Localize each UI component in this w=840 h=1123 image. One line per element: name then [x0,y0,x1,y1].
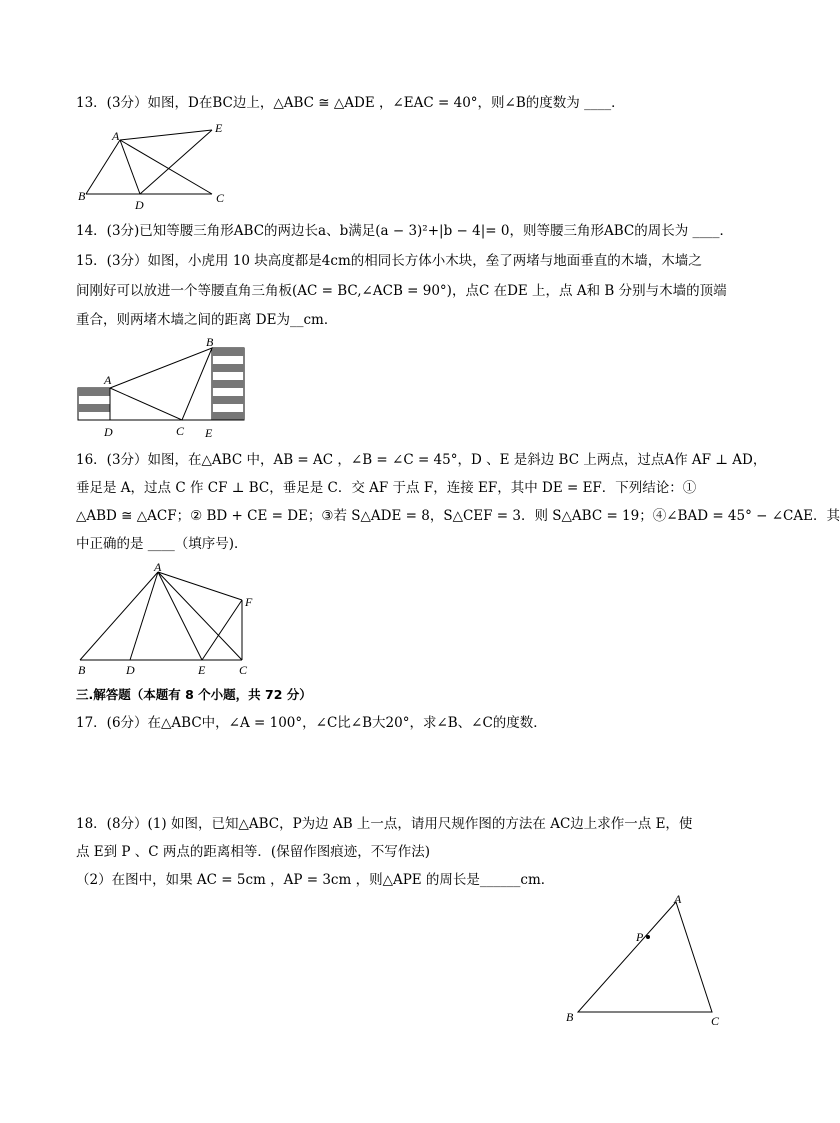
q15-line1: 15．(3分）如图，小虎用 10 块高度都是4cm的相同长方体小木块，垒了两堵与地面垂直的木墙，木墙之 [76,253,702,269]
q15-label-d: D [104,425,113,439]
q18-point-p [646,935,650,939]
q16-line3: △ABD ≅ △ACF；② BD + CE = DE；③若 S△ADE = 8，S△CEF = 3．则 S△ABC = 19；④∠BAD = 45° − ∠CAE．其 [76,508,840,524]
q16-figure [72,562,272,680]
q18-line2: 点 E到 P 、C 两点的距离相等．(保留作图痕迹，不写作法) [76,844,430,860]
q16-line2: 垂足是 A，过点 C 作 CF ⊥ BC，垂足是 C．交 AF 于点 F，连接 EF，其中 DE = EF．下列结论：① [76,480,697,496]
q15-figure [74,334,254,442]
q16-label-c: C [239,663,248,677]
q18-figure [560,890,730,1030]
q16-label-f: F [245,595,253,609]
q13-figure [72,118,242,212]
q18-label-p: P [636,930,644,944]
q13-label-b: B [78,189,86,203]
q15-label-b: B [206,335,214,349]
q16-label-e: E [198,663,206,677]
q14-text: 14．(3分)已知等腰三角形ABC的两边长a、b满足(a − 3)²+|b − 4|= 0，则等腰三角形ABC的周长为 ____． [76,223,733,239]
q18-label-b: B [566,1010,574,1024]
q16-line4: 中正确的是 ____（填序号)． [76,536,248,552]
q18-label-c: C [711,1014,720,1028]
q13-label-d: D [135,198,144,212]
q18-line1: 18．(8分）(1) 如图，已知△ABC，P为边 AB 上一点，请用尺规作图的方法在 AC边上求作一点 E，使 [76,816,693,832]
q13-label-e: E [215,121,223,135]
q18-label-a: A [674,892,682,906]
q15-label-a: A [104,373,112,387]
q13-label-a: A [112,129,120,143]
q15-line3: 重合，则两堵木墙之间的距离 DE为__cm． [76,312,338,328]
q13-text: 13．(3分）如图，D在BC边上，△ABC ≅ △ADE ，∠EAC = 40°，则∠B的度数为 ____． [76,95,625,111]
q15-line2: 间刚好可以放进一个等腰直角三角板(AC = BC,∠ACB = 90°)，点C 在DE 上，点 A和 B 分别与木墙的顶端 [76,283,727,299]
q16-label-a: A [154,560,162,574]
q13-label-c: C [216,191,225,205]
q16-label-d: D [126,663,135,677]
q16-line1: 16．(3分）如图，在△ABC 中，AB = AC ，∠B = ∠C = 45°，D 、E 是斜边 BC 上两点，过点A作 AF ⊥ AD， [76,452,767,468]
q15-label-e: E [205,426,213,440]
q18-line3: （2）在图中，如果 AC = 5cm ，AP = 3cm ，则△APE 的周长是______cm． [76,872,555,888]
section-title: 三.解答题（本题有 8 个小题，共 72 分） [76,687,312,702]
q16-label-b: B [78,663,86,677]
q15-label-c: C [176,424,185,438]
q17-text: 17．(6分）在△ABC中，∠A = 100°，∠C比∠B大20°，求∠B、∠C的度数． [76,715,547,731]
